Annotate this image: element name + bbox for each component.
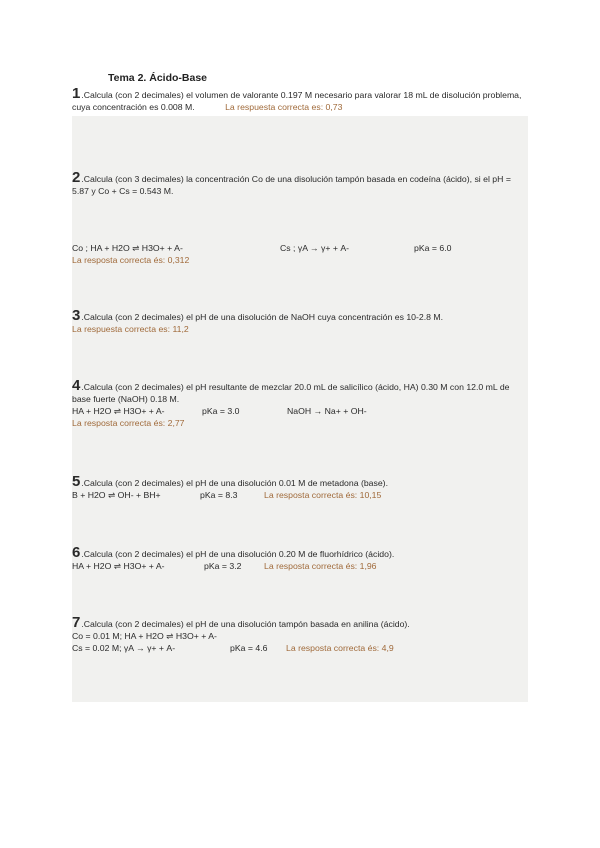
equation-salt: Cs = 0.02 M; γA → γ+ + A- xyxy=(72,643,176,653)
equation-acid: Co ; HA + H2O ⇌ H3O+ + A- xyxy=(72,243,183,253)
question-number: 2 xyxy=(72,169,81,186)
question-text: .Calcula (con 2 decimales) el pH de una disolución 0.20 M de fluorhídrico (ácido). xyxy=(81,549,395,559)
equation-acid: HA + H2O ⇌ H3O+ + A- xyxy=(72,406,165,416)
question-2-equations xyxy=(72,242,528,266)
question-7 xyxy=(72,614,528,654)
page-title: Tema 2. Ácido-Base xyxy=(108,72,208,84)
question-text: .Calcula (con 3 decimales) la concentración Co de una disolución tampón basada en codeína (ácido), si el pH = 5.87 y Co + Cs = 0.543 M. xyxy=(72,174,511,196)
question-text: .Calcula (con 2 decimales) el pH de una disolución tampón basada en anilina (ácido). xyxy=(81,619,410,629)
answer-text: La respuesta correcta es: 11,2 xyxy=(72,324,189,334)
question-number: 4 xyxy=(72,377,81,394)
equation-acid: HA + H2O ⇌ H3O+ + A- xyxy=(72,561,165,571)
answer-text: La respuesta correcta es: 0,73 xyxy=(225,102,343,112)
answer-text: La resposta correcta és: 1,96 xyxy=(264,561,377,571)
pka-value: pKa = 4.6 xyxy=(230,643,268,653)
pka-value: pKa = 6.0 xyxy=(414,243,452,253)
answer-text: La resposta correcta és: 10,15 xyxy=(264,490,382,500)
equation-base: NaOH → Na+ + OH- xyxy=(287,406,367,416)
answer-text: La resposta correcta és: 4,9 xyxy=(286,643,394,653)
question-2 xyxy=(72,169,528,197)
pka-value: pKa = 8.3 xyxy=(200,490,238,500)
equation-acid: Co = 0.01 M; HA + H2O ⇌ H3O+ + A- xyxy=(72,631,217,641)
question-1 xyxy=(72,85,528,113)
pka-value: pKa = 3.0 xyxy=(202,406,240,416)
question-number: 5 xyxy=(72,473,81,490)
question-5 xyxy=(72,473,528,501)
question-3 xyxy=(72,307,528,335)
equation-salt: Cs ; γA → γ+ + A- xyxy=(280,243,350,253)
question-4 xyxy=(72,377,528,429)
question-6 xyxy=(72,544,528,572)
answer-text: La resposta correcta és: 2,77 xyxy=(72,418,185,428)
question-number: 7 xyxy=(72,614,81,631)
question-number: 3 xyxy=(72,307,81,324)
question-number: 1 xyxy=(72,85,81,102)
pka-value: pKa = 3.2 xyxy=(204,561,242,571)
question-number: 6 xyxy=(72,544,81,561)
question-text: .Calcula (con 2 decimales) el volumen de valorante 0.197 M necesario para valorar 18 mL de disolución problema, cuya concentración es 0.008 M. xyxy=(72,90,522,112)
question-text: .Calcula (con 2 decimales) el pH resultante de mezclar 20.0 mL de salicílico (ácido, HA) 0.30 M con 12.0 mL de base fuerte (NaOH) 0.18 M. xyxy=(72,382,510,404)
question-text: .Calcula (con 2 decimales) el pH de una disolución 0.01 M de metadona (base). xyxy=(81,478,388,488)
answer-text: La resposta correcta és: 0,312 xyxy=(72,255,190,265)
equation-base: B + H2O ⇌ OH- + BH+ xyxy=(72,490,161,500)
question-text: .Calcula (con 2 decimales) el pH de una disolución de NaOH cuya concentración es 10-2.8 M. xyxy=(81,312,444,322)
